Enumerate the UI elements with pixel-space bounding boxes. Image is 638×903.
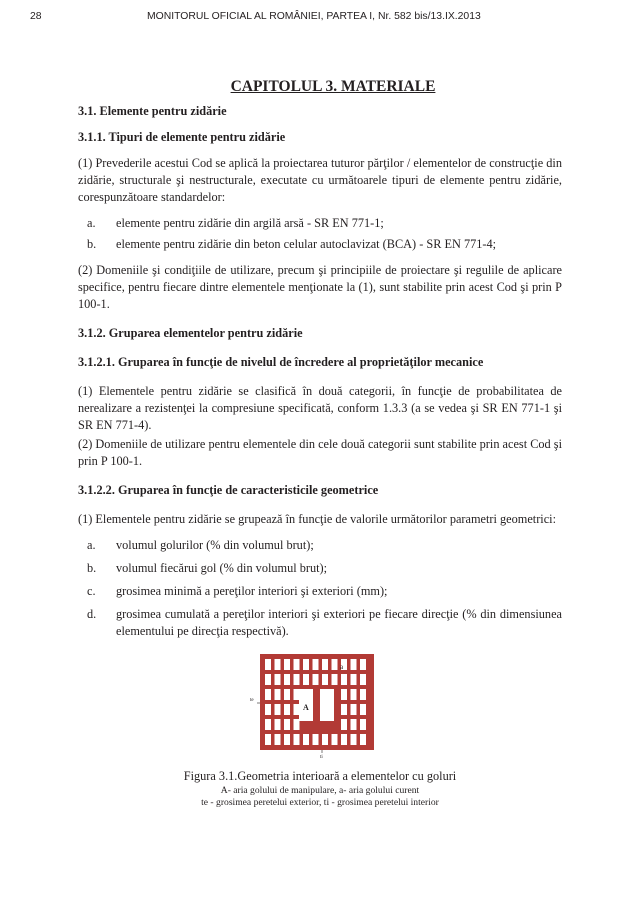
current-hole [284, 704, 290, 715]
label-current-hole: a [340, 663, 344, 671]
list-letter: b. [87, 237, 97, 251]
current-hole [313, 674, 319, 685]
current-hole [341, 674, 347, 685]
current-hole [294, 719, 300, 730]
section-heading-3-1-1: 3.1.1. Tipuri de elemente pentru zidărie [78, 130, 286, 144]
current-hole [294, 704, 300, 715]
current-hole [275, 704, 281, 715]
section-heading-3-1-2: 3.1.2. Gruparea elementelor pentru zidărie [78, 326, 303, 340]
chapter-title: CAPITOLUL 3. MATERIALE [230, 78, 436, 95]
current-hole [284, 689, 290, 700]
current-hole [303, 734, 309, 745]
list-text: elemente pentru zidărie din beton celular autoclavizat (BCA) - SR EN 771-4; [116, 237, 497, 251]
current-hole [351, 704, 357, 715]
section-heading-3-1-2-1: 3.1.2.1. Gruparea în funcţie de nivelul de încredere al proprietăţilor mecanice [78, 355, 484, 369]
current-hole [265, 674, 271, 685]
current-hole [322, 674, 328, 685]
section-heading-3-1: 3.1. Elemente pentru zidărie [78, 104, 227, 118]
current-hole [275, 689, 281, 700]
current-hole [351, 659, 357, 670]
current-hole [284, 659, 290, 670]
current-hole [265, 689, 271, 700]
current-hole [294, 674, 300, 685]
current-hole [322, 734, 328, 745]
current-hole [360, 674, 366, 685]
current-hole [341, 719, 347, 730]
current-hole [303, 659, 309, 670]
list-letter: b. [87, 561, 97, 575]
current-hole [275, 659, 281, 670]
figure-legend-line-2: te - grosimea peretelui exterior, ti - grosimea peretelui interior [201, 797, 439, 808]
list-item [78, 236, 562, 253]
current-hole [313, 734, 319, 745]
current-hole [313, 659, 319, 670]
current-hole [284, 719, 290, 730]
paragraph: (1) Prevederile acestui Cod se aplică la proiectarea tuturor părţilor / elementelor de construcţie din zidărie, structurale şi nestructurale, executate cu următoarele tipuri de elemente pentru zidărie, corespunzătoare standardelor: [78, 156, 562, 204]
current-hole [332, 734, 338, 745]
current-hole [265, 719, 271, 730]
current-hole [275, 674, 281, 685]
page-number: 28 [30, 11, 42, 22]
list-letter: a. [87, 538, 96, 552]
paragraph: (2) Domeniile de utilizare pentru elementele din cele două categorii sunt stabilite prin acest Cod şi prin P 100-1. [78, 437, 562, 468]
current-hole [360, 659, 366, 670]
list-text: elemente pentru zidărie din argilă arsă - SR EN 771-1; [116, 216, 384, 230]
list-letter: d. [87, 607, 97, 621]
brick-cross-section-diagram [250, 650, 400, 762]
current-hole [341, 689, 347, 700]
label-handling-hole: A [303, 703, 309, 712]
figure-legend-line-1: A- aria golului de manipulare, a- aria golului curent [220, 785, 420, 796]
current-hole [265, 659, 271, 670]
list-text: grosimea minimă a pereţilor interiori şi exteriori (mm); [116, 584, 388, 598]
current-hole [265, 704, 271, 715]
current-hole [322, 659, 328, 670]
current-hole [360, 704, 366, 715]
current-hole [341, 734, 347, 745]
page-content [78, 78, 562, 809]
current-hole [360, 719, 366, 730]
current-hole [351, 689, 357, 700]
list-item [78, 560, 562, 577]
list-item [78, 606, 562, 640]
current-hole [351, 674, 357, 685]
current-hole [303, 674, 309, 685]
label-exterior-wall: te [250, 698, 254, 703]
current-hole [360, 734, 366, 745]
list-text: grosimea cumulată a pereţilor interiori şi exteriori pe fiecare direcţie (% din dimensiunea elementului pe direcţia respectivă). [116, 607, 562, 638]
section-heading-3-1-2-2: 3.1.2.2. Gruparea în funcţie de caracteristicile geometrice [78, 483, 379, 497]
publication-title: MONITORUL OFICIAL AL ROMÂNIEI, PARTEA I, Nr. 582 bis/13.IX.2013 [147, 11, 481, 22]
current-hole [351, 719, 357, 730]
list-item [78, 583, 562, 600]
list-text: volumul fiecărui gol (% din volumul brut); [116, 561, 328, 575]
current-hole [332, 674, 338, 685]
current-hole [284, 674, 290, 685]
handling-hole-right [320, 689, 334, 721]
label-interior-wall: ti [320, 755, 323, 760]
current-hole [294, 689, 300, 700]
brick-geometry-figure [78, 650, 562, 762]
paragraph: (1) Elementele pentru zidărie se clasifică în două categorii, în funcţie de probabilitatea de nerealizare a rezistenţei la compresiune specificată, conform 1.3.3 (a se vedea şi SR EN 771-1 şi SR EN 771-4). [78, 384, 562, 432]
list-item [78, 215, 562, 232]
current-hole [332, 659, 338, 670]
current-hole [360, 689, 366, 700]
current-hole [284, 734, 290, 745]
current-hole [275, 734, 281, 745]
current-hole [351, 734, 357, 745]
current-hole [294, 734, 300, 745]
list-letter: c. [87, 584, 96, 598]
current-hole [294, 659, 300, 670]
figure-caption: Figura 3.1.Geometria interioară a elementelor cu goluri [183, 769, 457, 783]
list-text: volumul golurilor (% din volumul brut); [116, 538, 314, 552]
list-letter: a. [87, 216, 96, 230]
paragraph: (1) Elementele pentru zidărie se grupează în funcţie de valorile următorilor parametri geometrici: [78, 512, 556, 526]
list-item [78, 537, 562, 554]
current-hole [341, 704, 347, 715]
paragraph: (2) Domeniile şi condiţiile de utilizare, precum şi principiile de proiectare şi regulile de aplicare specifice, pentru fiecare dintre elementele menţionate la (1), sunt stabilite prin acest Cod şi prin P 100-1. [78, 263, 562, 311]
current-hole [265, 734, 271, 745]
current-hole [275, 719, 281, 730]
